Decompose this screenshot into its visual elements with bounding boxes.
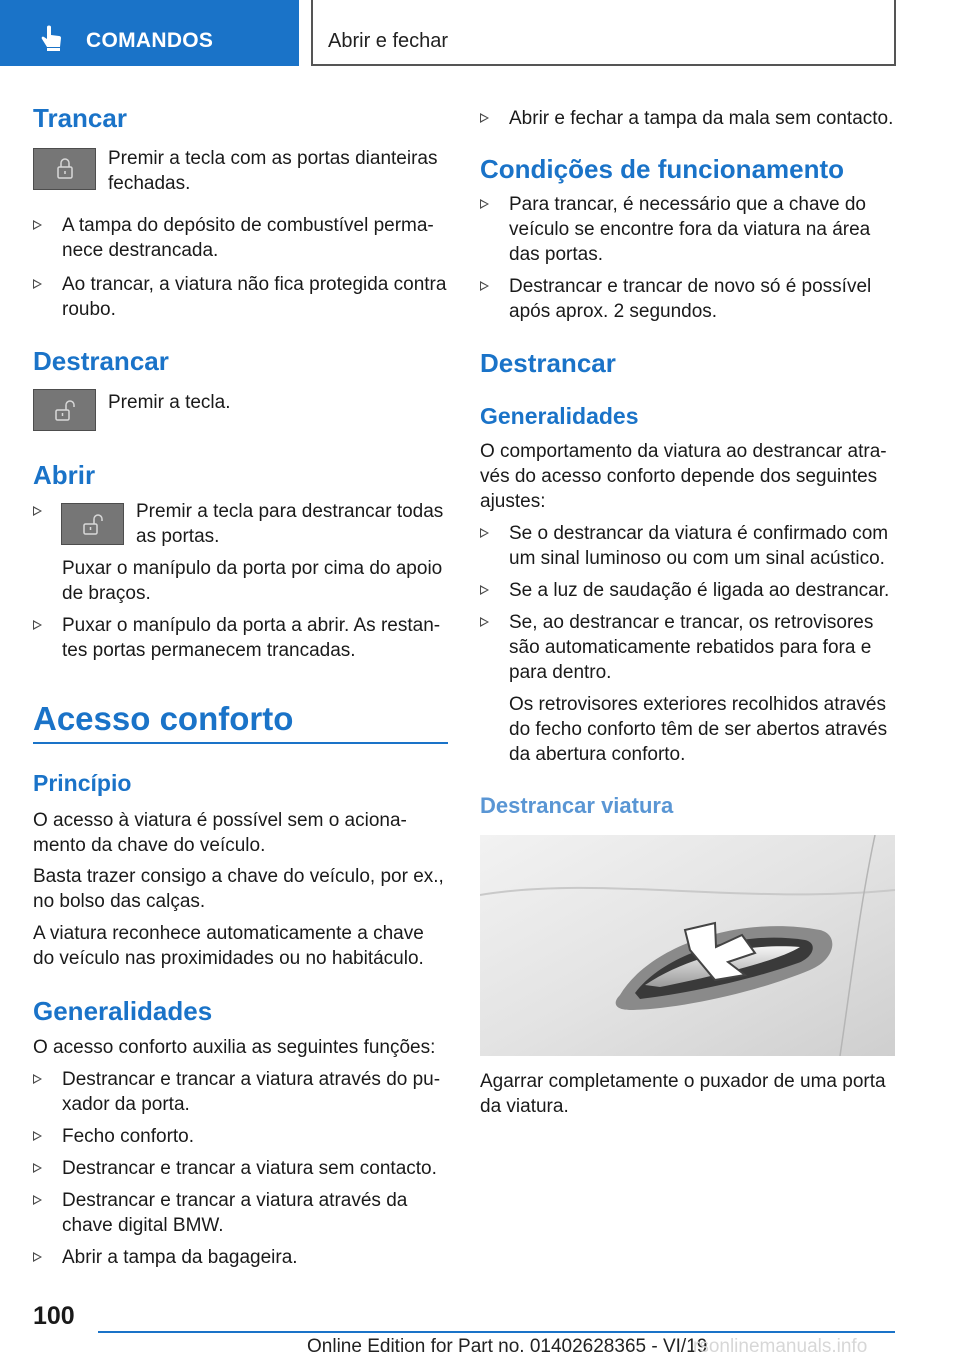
heading-principio: Princípio <box>33 770 132 796</box>
page-number: 100 <box>33 1302 75 1330</box>
lock-key-button <box>33 148 96 190</box>
lock-closed-icon <box>34 149 97 191</box>
footer-edition: Online Edition for Part no. 01402628365 - VI/19 <box>307 1336 708 1357</box>
abrir-key-text-1: Premir a tecla para destrancar todas <box>136 501 444 522</box>
lock-open-icon <box>62 504 125 546</box>
destrancar-key-text: Premir a tecla. <box>108 392 231 413</box>
lock-open-icon <box>34 390 97 432</box>
bullet-text: roubo. <box>62 299 116 320</box>
bullet-triangle-icon <box>33 1074 42 1084</box>
header-section-label: COMANDOS <box>86 29 214 52</box>
bullet-triangle-icon <box>480 199 489 209</box>
bullet-triangle-icon <box>33 1195 42 1205</box>
heading-trancar: Trancar <box>33 103 127 133</box>
heading-destrancar-right: Destrancar <box>480 348 616 378</box>
door-handle-photo <box>480 835 895 1056</box>
generalidades-right-paragraph: O comportamento da viatura ao destrancar atra- vés do acesso conforto depende dos seguintes ajustes: <box>480 441 887 512</box>
bullet-triangle-icon <box>33 620 42 630</box>
unlock-key-button <box>61 503 124 545</box>
hand-pointer-icon <box>38 24 66 52</box>
trancar-key-text-1: Premir a tecla com as portas dianteiras <box>108 148 438 169</box>
bullet-text: A tampa do depósito de combustível perma- <box>62 215 434 236</box>
bullet-triangle-icon <box>33 1252 42 1262</box>
bullet-text: tes portas permanecem trancadas. <box>62 640 356 661</box>
bullet-triangle-icon <box>480 281 489 291</box>
heading-condicoes: Condições de funcionamento <box>480 154 845 184</box>
heading-generalidades-right: Generalidades <box>480 403 639 429</box>
door-handle-illustration <box>480 835 895 1056</box>
footer-rule <box>98 1331 895 1333</box>
photo-caption: Agarrar completamente o puxador de uma porta da viatura. <box>480 1071 886 1117</box>
heading-destrancar: Destrancar <box>33 346 169 376</box>
principio-paragraph: A viatura reconhece automaticamente a chave do veículo nas proximidades ou no habitáculo. <box>33 923 424 969</box>
generalidades-paragraph: O acesso conforto auxilia as seguintes funções: <box>33 1037 436 1058</box>
bullet-triangle-icon <box>480 585 489 595</box>
header-section-tab[interactable] <box>0 0 299 66</box>
bullet-text: Ao trancar, a viatura não fica protegida contra <box>62 274 447 295</box>
bullet-triangle-icon <box>33 506 42 516</box>
header-subsection-label: Abrir e fechar <box>328 30 449 52</box>
heading-abrir: Abrir <box>33 460 96 490</box>
bullet-triangle-icon <box>33 1131 42 1141</box>
section-divider <box>33 742 448 744</box>
heading-acesso-conforto: Acesso conforto <box>33 700 294 737</box>
principio-paragraph: O acesso à viatura é possível sem o aciona- mento da chave do veículo. <box>33 810 407 856</box>
header-subsection <box>311 0 896 66</box>
trancar-key-text-2: fechadas. <box>108 173 191 194</box>
abrir-paragraph-2: de braços. <box>62 583 151 604</box>
watermark-text: rsonlinemanuals.info <box>693 1336 868 1357</box>
unlock-key-button <box>33 389 96 431</box>
abrir-paragraph-1: Puxar o manípulo da porta por cima do apoio <box>62 558 443 579</box>
bullet-text: nece destrancada. <box>62 240 219 261</box>
heading-destrancar-viatura: Destrancar viatura <box>480 793 674 818</box>
bullet-triangle-icon <box>480 617 489 627</box>
bullet-triangle-icon <box>480 528 489 538</box>
bullet-continuation-paragraph: Os retrovisores exteriores recolhidos através do fecho conforto têm de ser abertos através da abertura conforto. <box>509 694 888 765</box>
principio-paragraph: Basta trazer consigo a chave do veículo, por ex., no bolso das calças. <box>33 866 444 912</box>
heading-generalidades: Generalidades <box>33 996 213 1026</box>
bullet-triangle-icon <box>480 113 489 123</box>
bullet-text: Puxar o manípulo da porta a abrir. As restan- <box>62 615 441 636</box>
abrir-key-text-2: as portas. <box>136 526 220 547</box>
bullet-triangle-icon <box>33 220 42 230</box>
bullet-triangle-icon <box>33 1163 42 1173</box>
bullet-triangle-icon <box>33 279 42 289</box>
